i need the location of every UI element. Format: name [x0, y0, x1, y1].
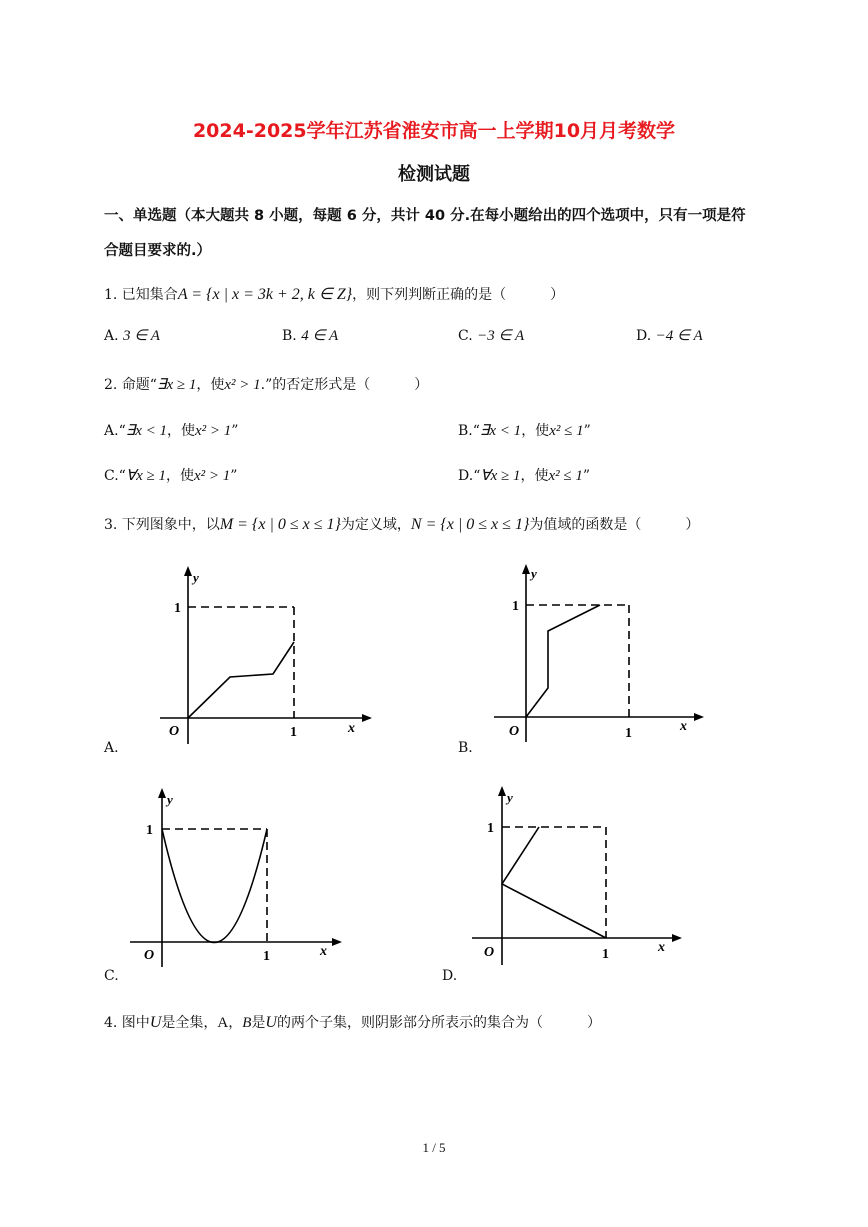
option-label: C. — [104, 468, 119, 484]
option-label: B. — [458, 423, 473, 439]
option-label: D. — [458, 468, 474, 484]
origin-label: O — [484, 945, 495, 960]
origin-label: O — [144, 948, 155, 963]
q3-prefix: 3. 下列图象中，以 — [104, 517, 220, 533]
option-mid: ，使 — [167, 423, 195, 439]
option-label: B. — [282, 328, 297, 344]
q4-suffix: 的两个子集，则阴影部分所表示的集合为（ — [276, 1015, 543, 1031]
q2-option-a[interactable] — [104, 420, 238, 440]
option-text: −3 ∈ A — [477, 328, 525, 344]
q1-option-a[interactable] — [104, 326, 160, 345]
option-label: D. — [636, 328, 652, 344]
q2-mid: ，使 — [196, 377, 225, 393]
option-expr1: ∃x < 1 — [479, 423, 522, 439]
q3-set-n: N = {x | 0 ≤ x ≤ 1} — [410, 516, 530, 533]
option-text: −4 ∈ A — [655, 328, 703, 344]
q2-option-c[interactable] — [104, 465, 237, 485]
q4-u2: U — [265, 1014, 277, 1031]
q2-close: ） — [414, 377, 429, 393]
x-axis-arrow-icon — [694, 713, 704, 721]
graph-option-d[interactable] — [466, 780, 696, 965]
question-2 — [104, 374, 428, 394]
option-text: 4 ∈ A — [301, 328, 339, 344]
x-tick-one: 1 — [602, 947, 609, 962]
open-quote: “ — [118, 423, 126, 439]
section-heading-line1: 一、单选题（本大题共 8 小题，每题 6 分，共计 40 分.在每小题给出的四个选项中，只有一项是符 — [104, 208, 746, 224]
function-curve — [188, 642, 294, 718]
y-axis-arrow-icon — [498, 786, 506, 796]
q3-suffix: 为值域的函数是（ — [529, 517, 642, 533]
q4-b: B — [242, 1015, 252, 1031]
q4-close: ） — [586, 1015, 601, 1031]
document-title: 2024-2025学年江苏省淮安市高一上学期10月月考数学 — [192, 120, 676, 142]
section-heading-line2: 合题目要求的.） — [104, 243, 212, 259]
q1-option-d[interactable] — [636, 326, 703, 345]
q4-t3: 是 — [251, 1015, 266, 1031]
x-tick-one: 1 — [263, 949, 270, 964]
graph-option-c[interactable] — [124, 782, 354, 967]
q1-option-c[interactable] — [458, 326, 524, 345]
y-axis-arrow-icon — [184, 566, 192, 576]
origin-label: O — [509, 724, 520, 739]
q1-suffix: ，则下列判断正确的是（ — [352, 287, 507, 303]
function-curve — [162, 829, 267, 943]
close-quote: ” — [230, 468, 238, 484]
y-tick-one: 1 — [146, 823, 153, 838]
y-axis-arrow-icon — [158, 788, 166, 798]
q3-option-d-label[interactable]: D. — [442, 968, 458, 984]
x-axis-arrow-icon — [362, 714, 372, 722]
option-label: C. — [458, 328, 473, 344]
option-expr2: x² ≤ 1 — [548, 468, 583, 484]
x-axis-arrow-icon — [672, 934, 682, 942]
x-label: x — [348, 721, 355, 736]
q1-close: ） — [550, 287, 565, 303]
option-expr2: x² > 1 — [195, 423, 232, 439]
function-curve — [526, 605, 600, 717]
origin-label: O — [169, 724, 180, 739]
option-label: A. — [104, 423, 119, 439]
q1-set-expression: A = {x | x = 3k + 2, k ∈ Z} — [177, 286, 353, 303]
open-quote: “ — [472, 423, 480, 439]
x-label: x — [658, 940, 665, 955]
q3-option-c-label[interactable]: C. — [104, 968, 119, 984]
x-tick-one: 1 — [625, 726, 632, 741]
option-expr1: ∃x < 1 — [125, 423, 167, 439]
graph-option-b[interactable] — [488, 560, 718, 745]
open-quote: “ — [118, 468, 126, 484]
x-label: x — [680, 719, 687, 734]
close-quote: ” — [231, 423, 239, 439]
y-label: y — [531, 566, 537, 581]
q3-option-b-label[interactable]: B. — [458, 740, 473, 756]
q2-suffix: .”的否定形式是（ — [260, 377, 371, 393]
document-subtitle: 检测试题 — [398, 164, 470, 185]
q3-mid: 为定义域， — [340, 517, 411, 533]
option-mid: ，使 — [166, 468, 194, 484]
x-label: x — [320, 944, 327, 959]
q2-option-d[interactable] — [458, 465, 590, 485]
x-tick-one: 1 — [290, 725, 297, 740]
q4-a: A — [217, 1015, 229, 1031]
q4-t1: 是全集， — [161, 1015, 218, 1031]
q4-t2: ， — [228, 1015, 243, 1031]
q3-close: ） — [685, 517, 700, 533]
q4-u: U — [149, 1014, 162, 1031]
option-mid: ，使 — [520, 468, 549, 484]
option-expr2: x² > 1 — [194, 468, 231, 484]
y-label: y — [507, 790, 513, 805]
q2-prefix: 2. 命题“ — [104, 377, 157, 393]
option-text: 3 ∈ A — [123, 328, 160, 344]
function-curve — [502, 827, 606, 938]
q2-option-b[interactable] — [458, 420, 591, 440]
q4-prefix: 4. 图中 — [104, 1015, 150, 1031]
option-expr2: x² ≤ 1 — [549, 423, 584, 439]
open-quote: “ — [473, 468, 481, 484]
page-number: 1 / 5 — [422, 1140, 446, 1155]
y-label: y — [193, 570, 199, 585]
option-expr1: ∀x ≥ 1 — [480, 468, 521, 484]
q3-set-m: M = {x | 0 ≤ x ≤ 1} — [219, 516, 341, 533]
option-expr1: ∀x ≥ 1 — [125, 468, 166, 484]
y-tick-one: 1 — [174, 601, 181, 616]
y-tick-one: 1 — [512, 599, 519, 614]
close-quote: ” — [582, 468, 591, 484]
q1-option-b[interactable] — [282, 326, 338, 345]
q2-expr2: x² > 1 — [224, 377, 261, 393]
option-label: A. — [104, 328, 119, 344]
option-mid: ，使 — [521, 423, 550, 439]
y-axis-arrow-icon — [522, 564, 530, 574]
question-1 — [104, 284, 564, 304]
q1-prefix: 1. 已知集合 — [104, 287, 178, 303]
y-label: y — [167, 792, 173, 807]
x-axis-arrow-icon — [332, 938, 342, 946]
q3-option-a-label[interactable]: A. — [104, 740, 119, 756]
graph-option-a[interactable] — [150, 562, 380, 747]
q2-expr1: ∃x ≥ 1 — [156, 377, 197, 393]
close-quote: ” — [583, 423, 591, 439]
y-tick-one: 1 — [487, 821, 494, 836]
question-3 — [104, 514, 699, 534]
question-4 — [104, 1012, 601, 1032]
